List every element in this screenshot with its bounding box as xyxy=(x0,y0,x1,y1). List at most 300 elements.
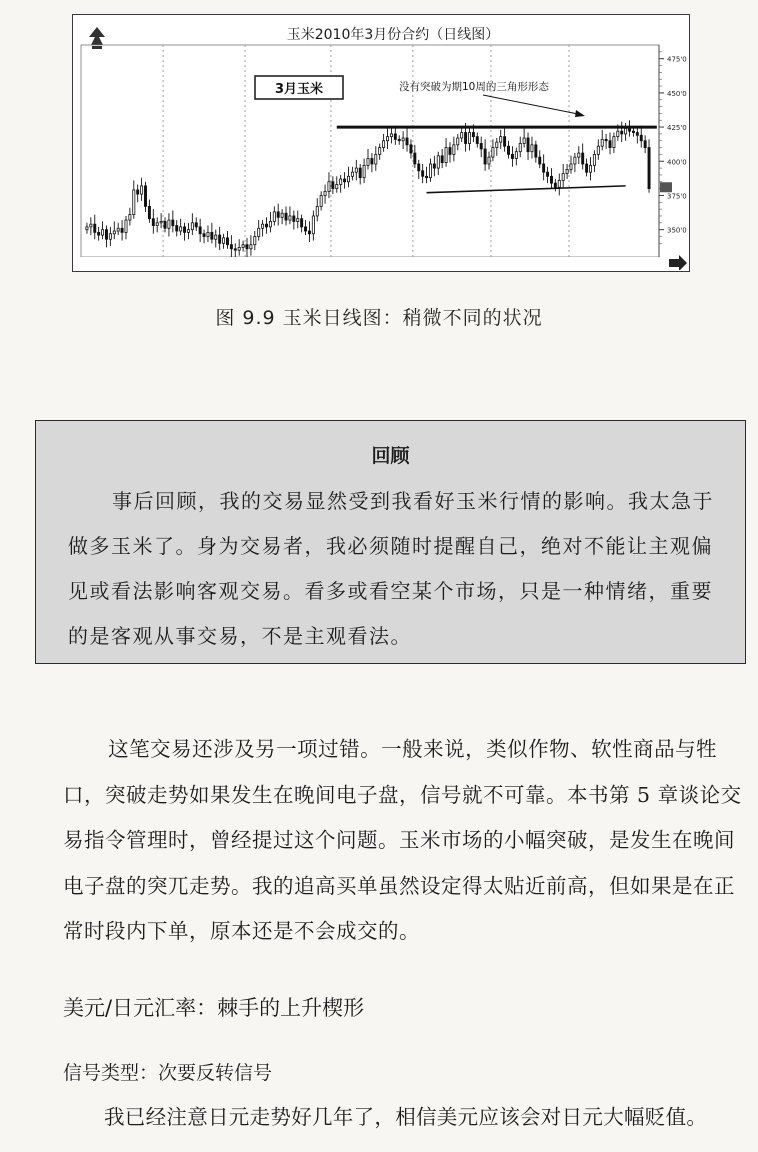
candle-body xyxy=(410,145,412,153)
publisher-logo xyxy=(89,27,105,49)
candle-body xyxy=(546,172,548,176)
candle xyxy=(148,200,150,223)
body-last-line xyxy=(63,1095,752,1140)
candle-body xyxy=(472,133,474,137)
candle-body xyxy=(137,190,139,194)
candle-body xyxy=(262,224,264,228)
chart-annotation: 没有突破为期10周的三角形形态 xyxy=(399,81,549,93)
candle xyxy=(355,160,357,181)
candle xyxy=(156,217,158,232)
candle xyxy=(390,128,392,143)
candle xyxy=(297,210,299,228)
candle xyxy=(648,139,650,192)
candle-body xyxy=(379,148,381,155)
candle-body xyxy=(195,223,197,227)
y-tick-label: 350'0 xyxy=(667,226,687,235)
candle-body xyxy=(449,148,451,155)
candle-body xyxy=(601,139,603,146)
candle xyxy=(125,216,127,239)
candle xyxy=(418,160,420,179)
candle-body xyxy=(476,137,478,144)
candle-body xyxy=(570,164,572,169)
candle xyxy=(640,126,642,148)
candle-body xyxy=(324,191,326,195)
candle xyxy=(160,213,162,228)
candle xyxy=(578,146,580,164)
candle-body xyxy=(230,245,232,249)
y-tick-label: 475'0 xyxy=(667,55,687,64)
candle xyxy=(644,135,646,153)
candle-body xyxy=(199,227,201,234)
candle xyxy=(359,164,361,185)
candle-body xyxy=(347,176,349,181)
candle xyxy=(457,134,459,150)
candle-body xyxy=(164,221,166,228)
candle-body xyxy=(406,138,408,145)
candle xyxy=(500,130,502,149)
candle-body xyxy=(183,227,185,232)
candle xyxy=(453,137,455,162)
candle xyxy=(504,127,506,152)
y-tick-label: 425'0 xyxy=(667,124,687,133)
candle xyxy=(539,150,541,168)
candle xyxy=(269,212,271,233)
y-tick-label: 375'0 xyxy=(667,192,687,201)
candle-body xyxy=(371,159,373,164)
trendlines xyxy=(337,127,657,193)
candle-body xyxy=(121,228,123,232)
candle xyxy=(511,146,513,167)
candle xyxy=(320,191,322,210)
candle xyxy=(328,172,330,198)
candle-body xyxy=(386,137,388,141)
candle xyxy=(105,226,107,248)
candle-body xyxy=(176,226,178,231)
candle xyxy=(601,130,603,151)
candle-body xyxy=(367,159,369,166)
candle xyxy=(226,231,228,249)
candle-body xyxy=(543,164,545,172)
candle-body xyxy=(617,131,619,136)
candle-body xyxy=(394,134,396,139)
candle-body xyxy=(180,227,182,231)
candle-body xyxy=(492,148,494,158)
candle xyxy=(187,223,189,239)
candle xyxy=(449,142,451,163)
candle xyxy=(262,220,264,236)
candle-body xyxy=(254,236,256,244)
candle-body xyxy=(511,154,513,158)
candle xyxy=(336,176,338,192)
candle-body xyxy=(484,149,486,164)
candle xyxy=(367,149,369,170)
candle xyxy=(238,239,240,255)
candle xyxy=(90,217,92,235)
candle-body xyxy=(312,216,314,234)
candle xyxy=(258,220,260,241)
candle xyxy=(554,179,556,191)
candle-body xyxy=(234,249,236,250)
candle xyxy=(429,159,431,182)
candle xyxy=(570,156,572,174)
candle xyxy=(172,210,174,232)
y-tick-label: 450'0 xyxy=(667,89,687,98)
x-axis-band xyxy=(81,257,659,267)
candle xyxy=(312,210,314,240)
candle xyxy=(219,227,221,250)
candle xyxy=(285,206,287,225)
candle-body xyxy=(390,134,392,137)
candle-body xyxy=(515,152,517,159)
candle-body xyxy=(191,223,193,230)
candle xyxy=(484,139,486,170)
candle-body xyxy=(172,220,174,225)
candle xyxy=(230,235,232,257)
candle xyxy=(129,208,131,226)
candle-body xyxy=(605,139,607,140)
candle-body xyxy=(187,230,189,233)
candle-body xyxy=(129,215,131,220)
candle xyxy=(441,149,443,168)
candle-body xyxy=(98,232,100,235)
candle xyxy=(316,198,318,221)
candle xyxy=(265,217,267,233)
candle-body xyxy=(648,148,650,189)
candle xyxy=(94,215,96,240)
candle-body xyxy=(554,183,556,187)
candle-body xyxy=(613,137,615,148)
candle xyxy=(558,174,560,196)
candle-body xyxy=(531,145,533,152)
candle xyxy=(121,220,123,241)
candle xyxy=(379,143,381,159)
annotation-arrow xyxy=(483,95,578,114)
candle xyxy=(437,152,439,175)
candle-body xyxy=(144,186,146,207)
candle-body xyxy=(375,154,377,164)
candle-body xyxy=(215,235,217,239)
candle xyxy=(117,223,119,235)
candle-body xyxy=(383,141,385,148)
candle-body xyxy=(445,148,447,163)
candle xyxy=(488,152,490,170)
candle xyxy=(152,209,154,234)
candle xyxy=(273,206,275,225)
candle xyxy=(406,128,408,151)
candle-body xyxy=(277,212,279,217)
candle xyxy=(86,223,88,234)
candle-body xyxy=(468,133,470,144)
candle-body xyxy=(160,221,162,222)
candle xyxy=(433,156,435,177)
candle-body xyxy=(453,145,455,155)
candle xyxy=(176,220,178,236)
candle-body xyxy=(86,227,88,230)
candle-body xyxy=(523,138,525,143)
candle-body xyxy=(418,164,420,171)
chart-frame xyxy=(72,14,690,272)
candle-body xyxy=(636,133,638,136)
review-title: 回顾 xyxy=(371,445,410,467)
candle-body xyxy=(207,232,209,236)
candle xyxy=(375,146,377,171)
candle-body xyxy=(293,216,295,221)
candle-body xyxy=(597,146,599,154)
candle xyxy=(137,185,139,203)
candle xyxy=(324,185,326,204)
corn-daily-chart xyxy=(73,15,688,270)
candle-body xyxy=(90,224,92,227)
candle-body xyxy=(344,179,346,182)
candle-body xyxy=(550,176,552,183)
candle-body xyxy=(297,219,299,222)
candle-body xyxy=(429,164,431,178)
candle xyxy=(101,221,103,239)
candle-body xyxy=(578,153,580,157)
candle xyxy=(234,243,236,257)
candle-body xyxy=(539,157,541,164)
candle-body xyxy=(148,206,150,218)
candle-body xyxy=(628,128,630,131)
candle-body xyxy=(644,141,646,148)
candle xyxy=(222,234,224,249)
candle-body xyxy=(574,157,576,164)
y-tick-label: 400'0 xyxy=(667,158,687,167)
candle xyxy=(523,128,525,147)
candle-body xyxy=(496,142,498,147)
candle-body xyxy=(320,195,322,206)
candle xyxy=(410,139,412,158)
annotation-arrowhead xyxy=(575,110,585,117)
candle-body xyxy=(316,206,318,216)
section-heading: 美元/日元汇率：棘手的上升楔形 xyxy=(63,996,365,1020)
candle-body xyxy=(125,220,127,232)
review-body xyxy=(68,479,725,659)
candle-body xyxy=(425,176,427,177)
candle xyxy=(398,135,400,145)
candle xyxy=(527,133,529,160)
candle xyxy=(496,138,498,156)
candle xyxy=(211,223,213,244)
candle-body xyxy=(105,230,107,240)
candle xyxy=(422,164,424,183)
candle-body xyxy=(113,231,115,234)
candle xyxy=(414,145,416,168)
candle-body xyxy=(609,141,611,148)
candle xyxy=(133,180,135,218)
body-text xyxy=(63,727,744,955)
candle xyxy=(371,153,373,172)
candle xyxy=(593,150,595,172)
candle-body xyxy=(480,143,482,148)
candle-body xyxy=(109,234,111,239)
candle xyxy=(344,172,346,188)
candle xyxy=(468,127,470,150)
candle-body xyxy=(328,182,330,192)
chart-title: 玉米2010年3月份合约（日线图） xyxy=(286,27,500,43)
candle-body xyxy=(527,138,529,152)
candle xyxy=(141,178,143,201)
candle-body xyxy=(414,153,416,164)
candle xyxy=(386,127,388,149)
candle xyxy=(605,134,607,149)
candle xyxy=(164,217,166,232)
candle xyxy=(144,182,146,212)
candle-body xyxy=(168,220,170,228)
candle xyxy=(98,227,100,241)
candle-body xyxy=(285,213,287,220)
candle-body xyxy=(156,223,158,226)
candle-body xyxy=(461,133,463,138)
candle-body xyxy=(269,221,271,226)
candle-body xyxy=(304,227,306,231)
candle-body xyxy=(301,219,303,227)
candle-body xyxy=(566,169,568,173)
label-box-text: 3月玉米 xyxy=(274,82,324,97)
candle-body xyxy=(437,156,439,168)
candle-body xyxy=(238,247,240,250)
candle xyxy=(562,164,564,187)
candle-body xyxy=(226,238,228,245)
candle xyxy=(480,137,482,158)
candle-body xyxy=(507,146,509,154)
candle-body xyxy=(593,154,595,165)
candle xyxy=(242,241,244,252)
candle-body xyxy=(562,174,564,181)
candle-body xyxy=(250,245,252,249)
review-box xyxy=(35,420,746,664)
candle xyxy=(347,167,349,188)
candle xyxy=(543,154,545,180)
candle-body xyxy=(94,224,96,232)
candle xyxy=(180,219,182,235)
candle xyxy=(168,213,170,236)
candle xyxy=(363,159,365,184)
scroll-right-arrow-icon xyxy=(669,255,687,270)
candle-body xyxy=(351,172,353,176)
candle xyxy=(609,133,611,155)
candle xyxy=(203,230,205,244)
candle-body xyxy=(359,168,361,178)
candle-body xyxy=(258,228,260,236)
candle xyxy=(589,157,591,180)
candle-body xyxy=(535,145,537,157)
candle xyxy=(531,137,533,159)
candle xyxy=(597,139,599,160)
figure-caption: 图 9.9 玉米日线图：稍微不同的状况 xyxy=(215,307,543,329)
candle xyxy=(215,230,217,248)
candle xyxy=(109,227,111,246)
candle-body xyxy=(281,213,283,217)
candle xyxy=(195,217,197,231)
candle-body xyxy=(422,171,424,176)
candle xyxy=(519,137,521,158)
candle xyxy=(191,213,193,235)
candle-body xyxy=(101,230,103,235)
candle-body xyxy=(457,138,459,145)
candle xyxy=(546,167,548,183)
candle-body xyxy=(308,231,310,234)
candle-body xyxy=(242,245,244,248)
candle-body xyxy=(504,137,506,147)
candle xyxy=(254,231,256,250)
candle xyxy=(281,209,283,224)
candle xyxy=(183,223,185,241)
candle xyxy=(277,204,279,226)
price-marker xyxy=(660,182,672,192)
candle xyxy=(293,210,295,229)
candle xyxy=(383,134,385,152)
candle xyxy=(613,133,615,154)
candle-body xyxy=(621,131,623,134)
candle xyxy=(394,126,396,145)
candle xyxy=(351,167,353,181)
candle-body xyxy=(246,245,248,249)
candle-body xyxy=(398,139,400,140)
candle-body xyxy=(222,238,224,243)
candle xyxy=(445,138,447,167)
candle-body xyxy=(589,165,591,172)
candle xyxy=(332,176,334,194)
candle-body xyxy=(363,165,365,177)
candle-body xyxy=(273,212,275,222)
candle xyxy=(566,164,568,179)
candle xyxy=(535,141,537,163)
candle xyxy=(301,215,303,233)
candle-body xyxy=(433,164,435,168)
y-axis-ticks xyxy=(659,52,687,243)
candle-body xyxy=(211,232,213,239)
candle xyxy=(199,219,201,242)
candle xyxy=(425,167,427,183)
candle-body xyxy=(265,224,267,227)
candle-body xyxy=(133,190,135,215)
candle-body xyxy=(141,186,143,194)
candle-body xyxy=(558,180,560,187)
candle-body xyxy=(500,137,502,142)
candle-body xyxy=(340,179,342,184)
candle xyxy=(289,206,291,224)
candle xyxy=(492,139,494,161)
candle-body xyxy=(632,131,634,132)
candle-body xyxy=(152,219,154,226)
candle-body xyxy=(586,164,588,172)
signal-type-label: 信号类型：次要反转信号 xyxy=(63,1062,273,1084)
candle-body xyxy=(332,182,334,189)
candle-body xyxy=(402,138,404,141)
candle xyxy=(250,235,252,256)
candle xyxy=(515,148,517,166)
candle xyxy=(582,143,584,169)
candle-body xyxy=(465,133,467,144)
candle xyxy=(476,133,478,148)
candle xyxy=(207,226,209,242)
candle xyxy=(340,175,342,193)
candle-body xyxy=(582,153,584,164)
candle-body xyxy=(488,157,490,164)
review-paragraph: 事后回顾，我的交易显然受到我看好玉米行情的影响。我太急于做多玉米了。身为交易者，我必须随时提醒自己，绝对不能让主观偏见或看法影响客观交易。看多或看空某个市场，只是一种情绪，重要的是客观从事交易，不是主观看法。 xyxy=(68,489,714,648)
candle-body xyxy=(441,156,443,163)
candle xyxy=(507,141,509,159)
last-line-text: 我已经注意日元走势好几年了，相信美元应该会对日元大幅贬值。 xyxy=(104,1105,708,1129)
candle-body xyxy=(117,228,119,231)
candle xyxy=(550,168,552,189)
candle-body xyxy=(355,168,357,172)
candle-body xyxy=(289,216,291,220)
candle-body xyxy=(640,135,642,140)
support-line xyxy=(427,186,626,193)
candle xyxy=(402,131,404,149)
